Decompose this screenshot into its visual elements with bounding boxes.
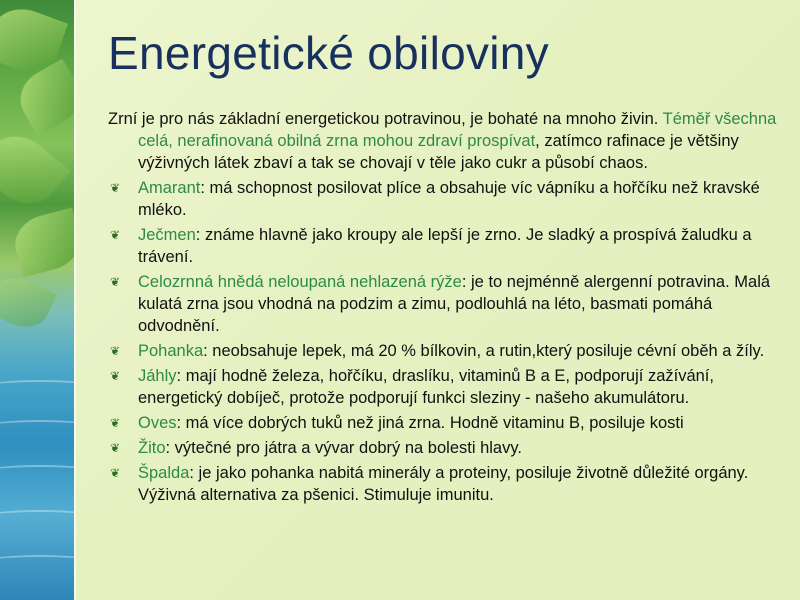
slide-content bbox=[108, 108, 778, 509]
item-term: Jáhly bbox=[138, 367, 177, 385]
intro-text-after: , zatímco rafinace je většiny výživných látek zbaví a tak se chovají v těle jako cukr a působí chaos. bbox=[138, 132, 739, 172]
slide-title: Energetické obiloviny bbox=[108, 27, 549, 79]
leaf-bullet-icon: ❦ bbox=[109, 466, 121, 480]
decorative-leaf-water-strip bbox=[0, 0, 74, 600]
item-text: : má schopnost posilovat plíce a obsahuje víc vápníku a hořčíku než kravské mléko. bbox=[138, 179, 760, 219]
item-text: : neobsahuje lepek, má 20 % bílkovin, a rutin,který posiluje cévní oběh a žíly. bbox=[203, 342, 765, 360]
item-text: : výtečné pro játra a vývar dobrý na bolesti hlavy. bbox=[165, 439, 522, 457]
item-term: Špalda bbox=[138, 464, 190, 482]
list-item-pohanka bbox=[108, 340, 778, 362]
item-term: Ječmen bbox=[138, 226, 196, 244]
list-item-jecmen bbox=[108, 224, 778, 268]
intro-text: Zrní je pro nás základní energetickou potravinou, je bohaté na mnoho živin. bbox=[108, 110, 663, 128]
water-ripple bbox=[0, 465, 74, 481]
leaf-bullet-icon: ❦ bbox=[109, 416, 121, 430]
list-item-ryze bbox=[108, 271, 778, 337]
list-item-zito bbox=[108, 437, 778, 459]
list-item-spalda bbox=[108, 462, 778, 506]
item-term: Oves bbox=[138, 414, 177, 432]
item-term: Pohanka bbox=[138, 342, 204, 360]
item-text: : má více dobrých tuků než jiná zrna. Hodně vitaminu B, posiluje kosti bbox=[176, 414, 684, 432]
item-text: : mají hodně železa, hořčíku, draslíku, vitaminů B a E, podporují zažívání, energetický dobíječ, protože podporují funkci sleziny - našeho akumulátoru. bbox=[138, 367, 714, 407]
leaf-decoration bbox=[10, 59, 74, 137]
item-text: : je to nejménně alergenní potravina. Malá kulatá zrna jsou vhodná na podzim a zimu, podlouhlá na léto, basmati pomáhá odvodnění. bbox=[138, 273, 771, 335]
item-text: : je jako pohanka nabitá minerály a proteiny, posiluje životně důležité orgány. Výživná alternativa za pšenici. Stimuluje imunitu. bbox=[138, 464, 749, 504]
leaf-bullet-icon: ❦ bbox=[109, 275, 121, 289]
leaf-bullet-icon: ❦ bbox=[109, 228, 121, 242]
water-ripple bbox=[0, 510, 74, 526]
leaf-bullet-icon: ❦ bbox=[109, 369, 121, 383]
item-text: : známe hlavně jako kroupy ale lepší je zrno. Je sladký a prospívá žaludku a trávení. bbox=[138, 226, 752, 266]
leaf-decoration bbox=[0, 269, 57, 335]
water-ripple bbox=[0, 380, 74, 396]
list-item-oves bbox=[108, 412, 778, 434]
strip-divider bbox=[74, 0, 76, 600]
intro-paragraph bbox=[108, 108, 778, 174]
leaf-bullet-icon: ❦ bbox=[109, 441, 121, 455]
item-term: Celozrnná hnědá neloupaná nehlazená rýže bbox=[138, 273, 462, 291]
intro-highlight: Téměř všechna celá, nerafinovaná obilná zrna mohou zdraví prospívat bbox=[138, 110, 777, 150]
leaf-decoration bbox=[0, 123, 71, 217]
list-item-amarant bbox=[108, 177, 778, 221]
leaf-decoration bbox=[9, 208, 74, 278]
leaf-bullet-icon: ❦ bbox=[109, 344, 121, 358]
water-ripple bbox=[0, 420, 74, 436]
water-ripple bbox=[0, 555, 74, 571]
leaf-bullet-icon: ❦ bbox=[109, 181, 121, 195]
item-term: Žito bbox=[138, 439, 166, 457]
list-item-jahly bbox=[108, 365, 778, 409]
item-term: Amarant bbox=[138, 179, 201, 197]
